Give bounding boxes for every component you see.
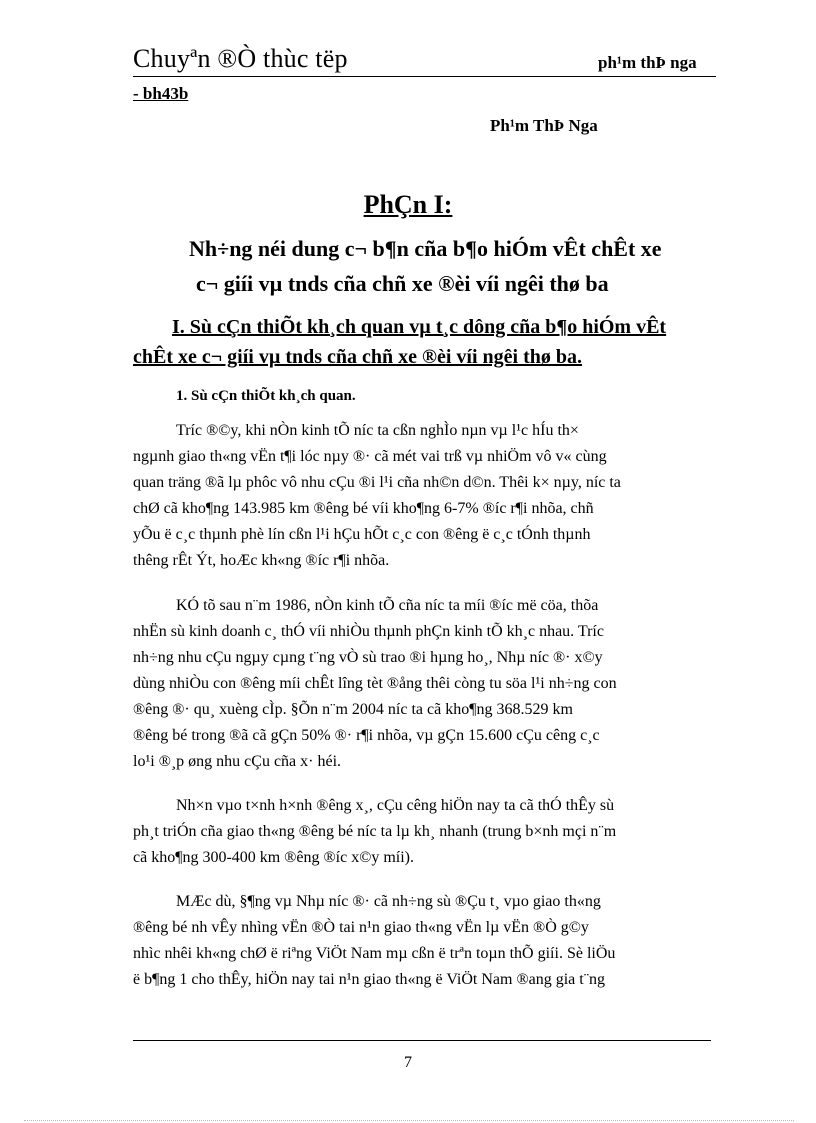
body-line: ph¸t triÓn cña giao th«ng ®êng bé níc ta lµ kh¸ nhanh (trung b×nh mçi n¨m bbox=[133, 823, 617, 840]
page-number: 7 bbox=[404, 1054, 412, 1071]
body-line: quan träng ®ã lµ phôc vô nhu cÇu ®i l¹i cña nh©n d©n. Thêi k× nµy, níc ta bbox=[133, 474, 621, 491]
body-line: nh÷ng nhu cÇu ngµy cµng t¨ng vÒ sù trao ®i hµng ho¸, Nhµ níc ®· x©y bbox=[133, 649, 603, 666]
body-line: chØ cã kho¶ng 143.985 km ®êng bé víi kho¶ng 6-7% ®íc r¶i nhõa, chñ bbox=[133, 500, 594, 517]
chapter-title-line-2: c¬ giíi vµ tnds cña chñ xe ®èi víi ngêi thø ba bbox=[196, 271, 609, 296]
body-line: ®êng bé trong ®ã cã gÇn 50% ®· r¶i nhõa, vµ gÇn 15.600 cÇu cêng c¸c bbox=[133, 727, 600, 744]
body-line: dùng nhiÒu con ®êng míi chÊt lîng tèt ®ång thêi còng tu söa l¹i nh÷ng con bbox=[133, 675, 617, 692]
body-line: MÆc dù, §¶ng vµ Nhµ níc ®· cã nh÷ng sù ®Çu t¸ vµo giao th«ng bbox=[176, 893, 601, 910]
header-subcode: - bh43b bbox=[133, 84, 189, 103]
page-break-marker bbox=[24, 1120, 794, 1121]
header-author: ph¹m thÞ nga bbox=[598, 53, 697, 72]
body-line: nhËn sù kinh doanh c¸ thÓ víi nhiÒu thµnh phÇn kinh tÕ kh¸c nhau. Tríc bbox=[133, 623, 604, 640]
section-title-line-1: I. Sù cÇn thiÕt kh¸ch quan vµ t¸c dông cña b¶o hiÓm vÊt bbox=[172, 316, 667, 338]
body-line: ®êng bé nh vÊy nhìng vËn ®Ò tai n¹n giao th«ng vËn lµ vËn ®Ò g©y bbox=[133, 919, 589, 936]
footer-divider bbox=[133, 1040, 711, 1041]
subsection-title: 1. Sù cÇn thiÕt kh¸ch quan. bbox=[176, 388, 356, 404]
body-line: Nh×n vµo t×nh h×nh ®êng x¸, cÇu cêng hiÖn nay ta cã thÓ thÊy sù bbox=[176, 797, 615, 814]
chapter-title-line-1: Nh÷ng néi dung c¬ b¶n cña b¶o hiÓm vÊt chÊt xe bbox=[189, 236, 662, 261]
body-line: KÓ tõ sau n¨m 1986, nÒn kinh tÕ cña níc ta míi ®íc më cöa, thõa bbox=[176, 597, 599, 614]
body-line: Tríc ®©y, khi nÒn kinh tÕ níc ta cßn nghÌo nµn vµ l¹c hÍu th× bbox=[176, 422, 579, 439]
body-line: ë b¶ng 1 cho thÊy, hiÖn nay tai n¹n giao th«ng ë ViÖt Nam ®ang gia t¨ng bbox=[133, 971, 606, 988]
part-title: PhÇn I: bbox=[363, 190, 453, 219]
author-name: Ph¹m ThÞ Nga bbox=[490, 116, 598, 135]
body-line: lo¹i ®¸p øng nhu cÇu cña x· héi. bbox=[133, 753, 342, 770]
body-line: cã kho¶ng 300-400 km ®êng ®íc x©y míi). bbox=[133, 849, 415, 866]
section-title-line-2: chÊt xe c¬ giíi vµ tnds cña chñ xe ®èi víi ngêi thø ba. bbox=[133, 346, 582, 368]
body-line: nhìc nhêi kh«ng chØ ë riªng ViÖt Nam mµ cßn ë trªn toµn thÕ giíi. Sè liÖu bbox=[133, 945, 616, 962]
header-title: Chuyªn ®Ò thùc tëp bbox=[133, 44, 348, 73]
body-line: ngµnh giao th«ng vËn t¶i lóc nµy ®· cã mét vai trß vµ nhiÖm vô v« cùng bbox=[133, 448, 607, 465]
body-line: ®êng ®· qu¸ xuèng cÌp. §Õn n¨m 2004 níc ta cã kho¶ng 368.529 km bbox=[133, 701, 573, 718]
body-line: thêng rÊt Ýt, hoÆc kh«ng ®íc r¶i nhõa. bbox=[133, 552, 390, 569]
body-line: yÕu ë c¸c thµnh phè lín cßn l¹i hÇu hÕt c¸c con ®êng ë c¸c tÓnh thµnh bbox=[133, 526, 591, 543]
header-divider bbox=[133, 76, 716, 77]
